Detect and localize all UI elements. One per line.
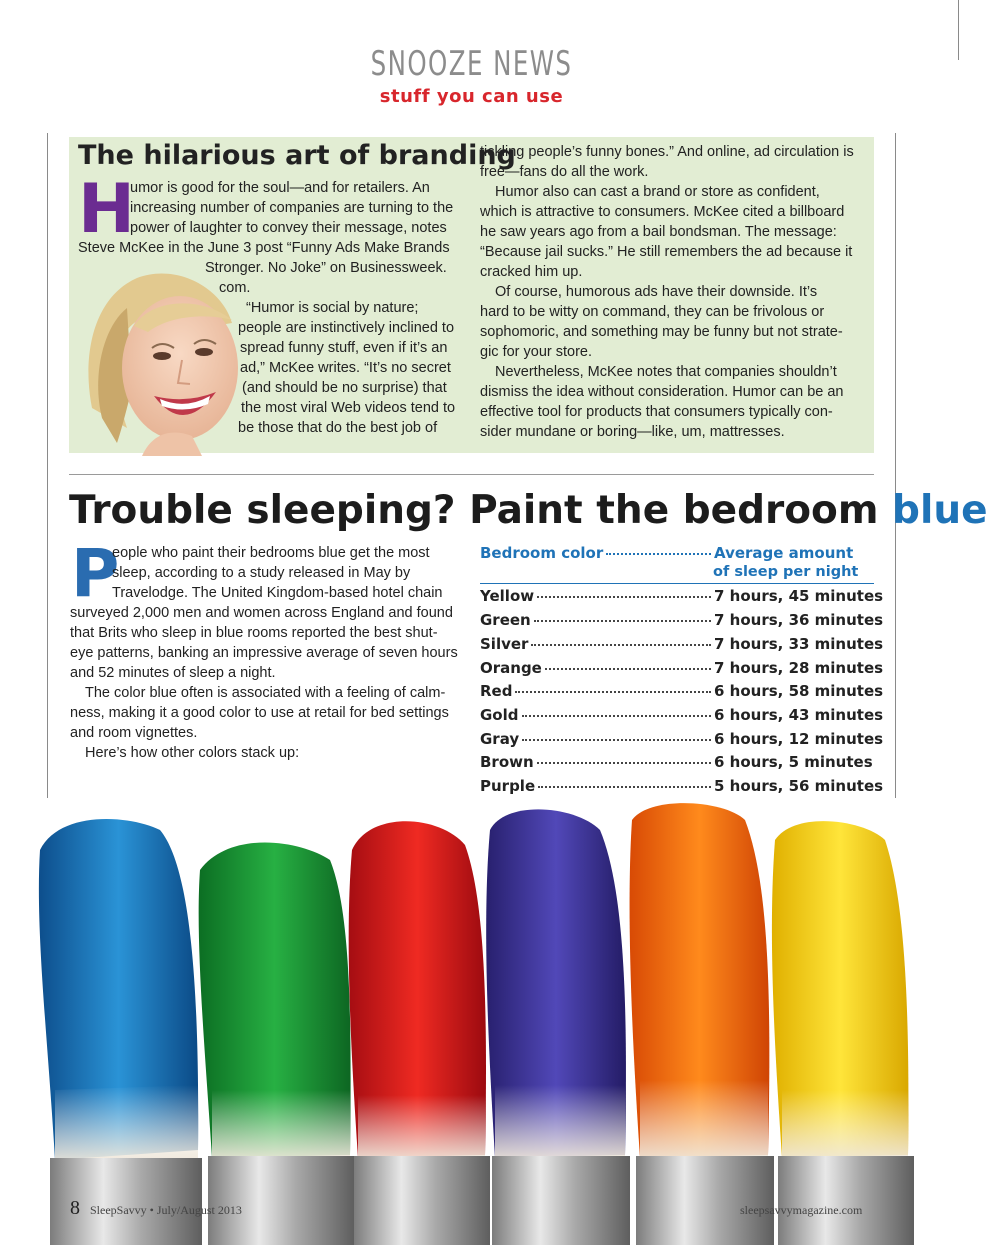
sleep-headline: Trouble sleeping? Paint the bedroom blue <box>69 488 988 533</box>
row-color: Gold <box>480 706 519 724</box>
row-color: Orange <box>480 659 542 677</box>
row-color: Gray <box>480 730 520 748</box>
right-column-rule <box>895 133 896 798</box>
row-value: 7 hours, 33 minutes <box>714 635 884 653</box>
row-color: Purple <box>480 777 536 795</box>
row-leader <box>545 668 711 670</box>
table-header-amount: Average amount <box>714 544 854 562</box>
branding-line: cracked him up. <box>480 264 583 280</box>
paint-brushes-photo <box>0 790 960 1245</box>
branding-line: sophomoric, and something may be funny but not strate- <box>480 324 843 340</box>
section-subtitle: stuff you can use <box>379 86 564 107</box>
sleep-line: eople who paint their bedrooms blue get the most <box>112 545 430 561</box>
branding-line: power of laughter to convey their message, notes <box>130 220 447 236</box>
sleep-line: ness, making it a good color to use at retail for bed settings <box>70 705 449 721</box>
branding-line: Of course, humorous ads have their downside. It’s <box>495 284 818 300</box>
row-leader <box>522 739 711 741</box>
branding-line: hard to be witty on command, they can be frivolous or <box>480 304 825 320</box>
row-leader <box>537 762 711 764</box>
row-leader <box>531 644 711 646</box>
table-header <box>480 544 874 562</box>
branding-line: Nevertheless, McKee notes that companies shouldn’t <box>495 364 837 380</box>
row-leader <box>522 715 712 717</box>
row-color: Silver <box>480 635 529 653</box>
sleep-line: and 52 minutes of sleep a night. <box>70 665 276 681</box>
table-header-leader <box>606 553 711 555</box>
table-header-amount-line2: of sleep per night <box>713 564 859 580</box>
table-row <box>480 611 884 629</box>
sleep-line: Travelodge. The United Kingdom-based hotel chain <box>112 585 443 601</box>
table-row <box>480 730 884 748</box>
row-value: 7 hours, 45 minutes <box>714 587 884 605</box>
table-row <box>480 659 884 677</box>
drop-cap-p: P <box>71 535 120 612</box>
branding-title: The hilarious art of branding <box>78 140 516 171</box>
branding-line: increasing number of companies are turning to the <box>130 200 454 216</box>
branding-line: free—fans do all the work. <box>480 164 649 180</box>
branding-line: (and should be no surprise) that <box>242 380 447 396</box>
branding-line: com. <box>219 280 251 296</box>
branding-line: people are instinctively inclined to <box>238 320 455 336</box>
row-leader <box>538 786 711 788</box>
table-row <box>480 706 884 724</box>
sleep-line: that Brits who sleep in blue rooms reported the best shut- <box>70 625 438 641</box>
row-color: Yellow <box>480 587 535 605</box>
branding-line: he saw years ago from a bail bondsman. The message: <box>480 224 837 240</box>
sleep-line: surveyed 2,000 men and women across England and found <box>70 605 453 621</box>
magazine-issue: SleepSavvy • July/August 2013 <box>90 1203 242 1217</box>
table-row <box>480 587 884 605</box>
branding-line: Humor also can cast a brand or store as confident, <box>495 184 820 200</box>
section-title: SNOOZE NEWS <box>370 44 573 84</box>
row-value: 6 hours, 43 minutes <box>714 706 884 724</box>
smiling-woman-photo <box>82 268 242 456</box>
headline-accent: blue <box>892 488 988 533</box>
branding-line: effective tool for products that consumers typically con- <box>480 404 833 420</box>
row-leader <box>537 596 711 598</box>
section-divider <box>69 474 874 475</box>
branding-line: spread funny stuff, even if it’s an <box>240 340 448 356</box>
row-value: 7 hours, 36 minutes <box>714 611 884 629</box>
branding-line: ad,” McKee writes. “It’s no secret <box>240 360 451 376</box>
sleep-line: eye patterns, banking an impressive average of seven hours <box>70 645 458 661</box>
sleep-line: Here’s how other colors stack up: <box>85 745 300 761</box>
page-edge-rule <box>958 0 959 60</box>
branding-line: dismiss the idea without consideration. Humor can be an <box>480 384 844 400</box>
row-value: 6 hours, 58 minutes <box>714 682 884 700</box>
drop-cap-h: H <box>78 170 135 249</box>
row-color: Brown <box>480 753 534 771</box>
branding-line: be those that do the best job of <box>238 420 438 436</box>
row-color: Red <box>480 682 513 700</box>
magazine-url: sleepsavvymagazine.com <box>740 1203 863 1217</box>
row-value: 6 hours, 5 minutes <box>714 753 873 771</box>
branding-line: Stronger. No Joke” on Businessweek. <box>205 260 447 276</box>
branding-line: Steve McKee in the June 3 post “Funny Ads Make Brands <box>78 240 450 256</box>
table-row <box>480 635 884 653</box>
sleep-line: The color blue often is associated with a feeling of calm- <box>85 685 446 701</box>
row-color: Green <box>480 611 531 629</box>
sleep-line: and room vignettes. <box>70 725 198 741</box>
table-row <box>480 682 884 700</box>
table-header-color: Bedroom color <box>480 544 604 562</box>
branding-line: which is attractive to consumers. McKee cited a billboard <box>480 204 845 220</box>
branding-line: umor is good for the soul—and for retailers. An <box>130 180 430 196</box>
table-header-rule <box>480 583 874 584</box>
table-row <box>480 753 874 771</box>
branding-line: “Humor is social by nature; <box>246 300 419 316</box>
branding-line: sider mundane or boring—like, um, mattresses. <box>480 424 785 440</box>
left-column-rule <box>47 133 48 798</box>
sleep-line: sleep, according to a study released in May by <box>112 565 411 581</box>
row-value: 7 hours, 28 minutes <box>714 659 884 677</box>
branding-line: “Because jail sucks.” He still remembers the ad because it <box>480 244 853 260</box>
row-value: 5 hours, 56 minutes <box>714 777 884 795</box>
branding-line: gic for your store. <box>480 344 593 360</box>
row-value: 6 hours, 12 minutes <box>714 730 884 748</box>
page-number: 8 <box>70 1197 80 1219</box>
row-leader <box>515 691 711 693</box>
branding-line: the most viral Web videos tend to <box>241 400 456 416</box>
branding-line: tickling people’s funny bones.” And online, ad circulation is <box>480 144 854 160</box>
row-leader <box>534 620 711 622</box>
